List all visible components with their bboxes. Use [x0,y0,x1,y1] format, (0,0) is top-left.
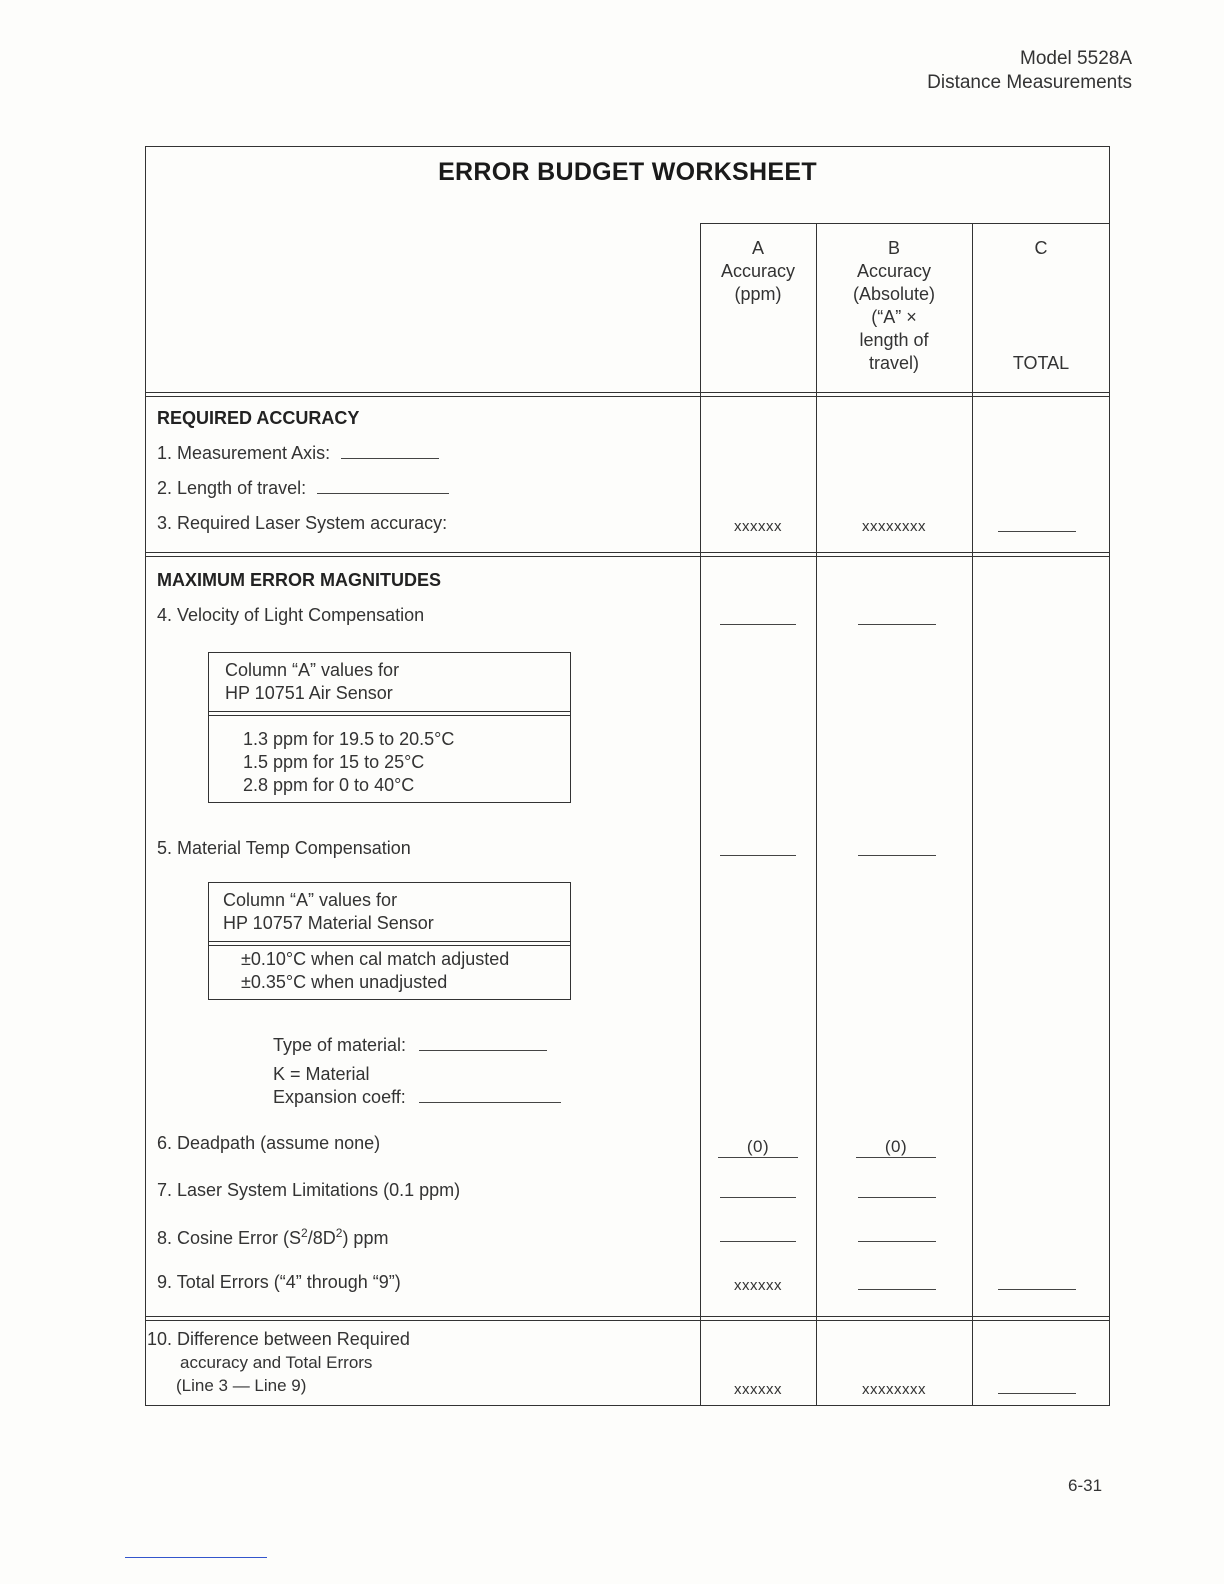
column-divider-b [816,223,817,1406]
expansion-coeff: Expansion coeff: [273,1087,561,1108]
item-6-deadpath: 6. Deadpath (assume none) [157,1133,381,1153]
item-3-column-c-blank[interactable] [998,531,1076,532]
measurement-axis-blank[interactable] [341,458,439,459]
item-6-column-b-line [856,1157,936,1158]
column-header-top-line [700,223,1110,224]
item-8-column-b-blank[interactable] [858,1241,936,1242]
item-10-column-a: xxxxxx [734,1381,782,1398]
header-model: Model 5528A [1020,48,1132,69]
item-8-cosine-error: 8. Cosine Error $(S^2/8D^2)$ ppm [157,1226,389,1248]
item-2-length-of-travel: 2. Length of travel: [157,478,449,499]
length-of-travel-blank[interactable] [317,493,449,494]
column-c-letter: C [1034,238,1048,258]
material-sensor-box-body: ±0.10°C when cal match adjusted ±0.35°C when unadjusted [241,949,510,992]
item-10-line-3: (Line 3 — Line 9) [176,1376,307,1395]
rule-after-header [145,392,1110,397]
column-b-header: B Accuracy (Absolute) (“A” × length of travel) [852,238,936,373]
item-6-column-a-line [718,1157,798,1158]
air-sensor-box-head: Column “A” values for HP 10751 Air Sensor [225,660,400,703]
header-section: Distance Measurements [927,72,1132,93]
required-accuracy-heading: REQUIRED ACCURACY [157,408,360,428]
item-7-laser-limitations: 7. Laser System Limitations (0.1 ppm) [157,1180,461,1200]
maximum-error-heading: MAXIMUM ERROR MAGNITUDES [157,570,441,590]
column-c-label: TOTAL [1012,353,1070,373]
column-divider-c [972,223,973,1406]
item-5-column-a-blank[interactable] [720,855,796,856]
page-number: 6-31 [1068,1476,1103,1495]
item-10-column-b: xxxxxxxx [862,1381,926,1398]
item-1-measurement-axis: 1. Measurement Axis: [157,443,439,464]
item-4-column-a-blank[interactable] [720,624,796,625]
item-10-difference: 10. Difference between Required [147,1329,410,1349]
worksheet-title: ERROR BUDGET WORKSHEET [438,158,817,186]
material-sensor-box-head: Column “A” values for HP 10757 Material Sensor [223,890,434,933]
item-8-column-a-blank[interactable] [720,1241,796,1242]
item-5-material-temp: 5. Material Temp Compensation [157,838,411,858]
item-9-total-errors: 9. Total Errors (“4” through “9”) [157,1272,401,1292]
k-material-label: K = Material [273,1064,370,1084]
item-5-column-b-blank[interactable] [858,855,936,856]
type-of-material: Type of material: [273,1035,547,1056]
rule-after-required [145,552,1110,557]
item-3-required-accuracy: 3. Required Laser System accuracy: [157,513,448,533]
item-3-column-b: xxxxxxxx [862,518,926,535]
footer-rule [125,1557,267,1558]
expansion-coeff-blank[interactable] [419,1102,561,1103]
item-3-column-a: xxxxxx [734,518,782,535]
air-sensor-box-body: 1.3 ppm for 19.5 to 20.5°C 1.5 ppm for 15 to 25°C 2.8 ppm for 0 to 40°C [243,729,455,795]
item-7-column-a-blank[interactable] [720,1197,796,1198]
item-6-column-b: (0) [884,1137,908,1156]
air-sensor-box [208,652,571,803]
type-of-material-blank[interactable] [419,1050,547,1051]
rule-after-maximum [145,1316,1110,1321]
column-a-header: A Accuracy (ppm) [720,238,796,304]
item-9-column-c-blank[interactable] [998,1289,1076,1290]
item-7-column-b-blank[interactable] [858,1197,936,1198]
item-10-column-c-blank[interactable] [998,1393,1076,1394]
material-sensor-box [208,882,571,1000]
item-6-column-a: (0) [746,1137,770,1156]
item-9-column-a: xxxxxx [734,1277,782,1294]
item-4-velocity-of-light: 4. Velocity of Light Compensation [157,605,425,625]
column-divider-a [700,223,701,1406]
item-4-column-b-blank[interactable] [858,624,936,625]
item-9-column-b-blank[interactable] [858,1289,936,1290]
item-10-line-2: accuracy and Total Errors [180,1353,373,1372]
